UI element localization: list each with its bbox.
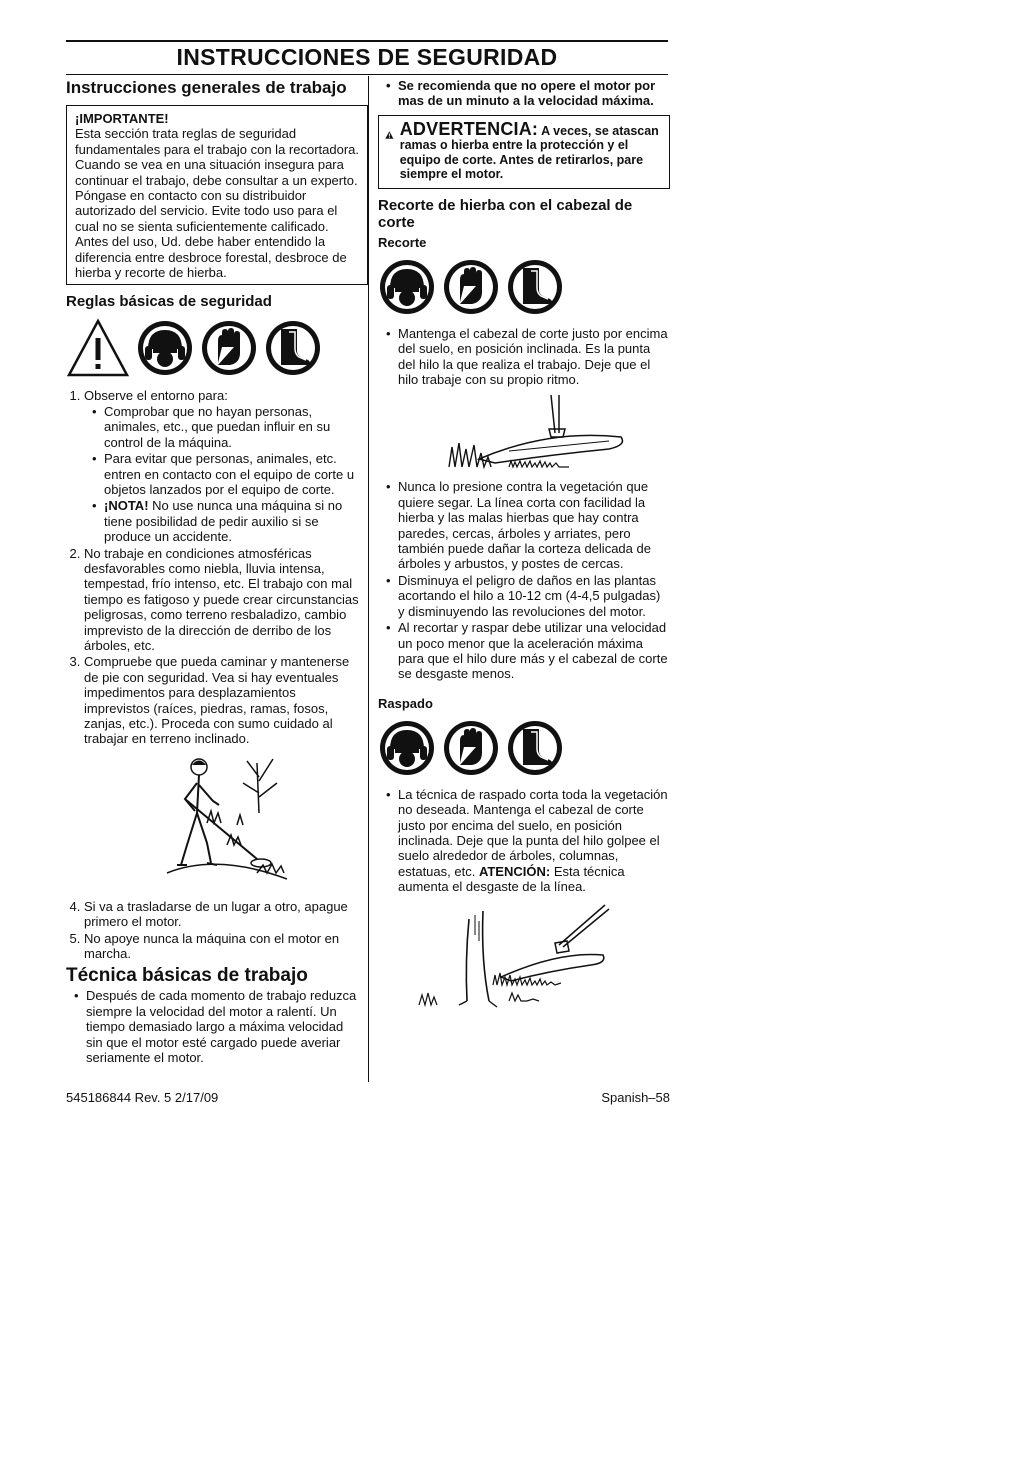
slope-worker-illustration — [147, 753, 297, 893]
general-instructions-heading: Instrucciones generales de trabajo — [66, 78, 347, 97]
technique-heading: Técnica básicas de trabajo — [66, 965, 308, 987]
trimming-illustration — [409, 393, 639, 473]
important-text-2: Antes del uso, Ud. debe haber entendido la diferencia entre desbroce forestal, desbroce de hierba y recorte de hierba. — [75, 234, 347, 281]
raspado-bullet — [398, 787, 670, 895]
scraping-illustration — [409, 901, 639, 1011]
gloves-icon — [442, 258, 500, 316]
raspado-heading: Raspado — [378, 695, 433, 711]
rule-item-1-note — [104, 498, 360, 544]
rule-item-1 — [84, 388, 360, 544]
note-text: No use nunca una máquina si no tiene posibilidad de pedir auxilio si se produce un accidente. — [104, 498, 343, 545]
recorte-bullet-4: • Al recortar y raspar debe utilizar una velocidad un poco menor que la aceleración máxima para que el hilo dure más y el cabezal de corte se desgaste menos. — [398, 620, 670, 682]
rule-item-3 — [84, 654, 360, 892]
boots-icon — [264, 319, 322, 377]
rule-item-1-text: Observe el entorno para: — [84, 388, 228, 404]
note-label: ¡NOTA! — [104, 498, 149, 514]
important-text: Esta sección trata reglas de seguridad fundamentales para el trabajo con la recortadora. Cuando se vea en una situación insegura para continuar el trabajo, debe consultar a un experto. Póngase en contacto con su distribuidor autorizado del servicio. Evite todo uso para el cual no se sienta suficientemente calificado. — [75, 126, 360, 234]
warning-box — [378, 115, 670, 189]
raspado-icons-row — [378, 719, 670, 777]
warning-label: ADVERTENCIA: — [399, 118, 539, 139]
right-column — [378, 78, 670, 1017]
column-divider — [368, 76, 369, 1082]
recorte-icons-row — [378, 258, 670, 316]
rule-item-1-bullets — [84, 404, 360, 545]
page-number: Spanish–58 — [601, 1090, 670, 1105]
recorte-list — [378, 326, 670, 388]
helmet-ear-protection-icon — [378, 719, 436, 777]
recorte-bullet-2: • Nunca lo presione contra la vegetación que quiere segar. La línea corta con facilidad la hierba y las malas hierbas que hay contra paredes, cercas, árboles y arriates, pero también puede dañar la corteza delicada de árboles y arbustos, y postes de cercas. — [398, 479, 670, 571]
helmet-ear-protection-icon — [136, 319, 194, 377]
attention-text: Esta técnica aumenta el desgaste de la línea. — [398, 863, 625, 895]
rule-item-3-text: Compruebe que pueda caminar y mantenerse de pie con seguridad. Vea si hay eventuales impedimentos para desplazamientos imprevistos (raíces, piedras, ramas, fosos, zanjas, etc.). Proceda con sumo cuidado al trabajar en terreno inclinado. — [84, 654, 350, 747]
recorte-bullet-3: • Disminuya el peligro de daños en las plantas acortando el hilo a 10-12 cm (4-4,5 pulgadas) y disminuyendo las revoluciones del motor. — [398, 573, 670, 619]
warning-text-block — [399, 118, 663, 182]
rule-item-5: 5. No apoye nunca la máquina con el motor en marcha. — [84, 931, 360, 962]
top-bullet-list — [378, 78, 670, 109]
warning-triangle-icon — [66, 318, 130, 378]
attention-label: ATENCIÓN: — [478, 863, 551, 879]
warning-text: A veces, se atascan ramas o hierba entre la protección y el equipo de corte. Antes de retirarlos, pare siempre el motor. — [399, 123, 659, 182]
raspado-text: La técnica de raspado corta toda la vegetación no deseada. Mantenga el cabezal de corte justo por encima del suelo, en posición inclinada. Deje que la punta del hilo golpee el suelo alrededor de árboles, columnas, estatuas, etc. — [398, 786, 668, 879]
warning-icon — [385, 122, 394, 148]
cutting-head-heading: Recorte de hierba con el cabezal de corte — [378, 196, 633, 231]
gloves-icon — [442, 719, 500, 777]
page-title: INSTRUCCIONES DE SEGURIDAD — [176, 44, 558, 70]
raspado-list — [378, 787, 670, 895]
max-speed-bullet: • Se recomienda que no opere el motor por mas de un minuto a la velocidad máxima. — [398, 78, 670, 109]
top-rule — [66, 40, 668, 42]
helmet-ear-protection-icon — [378, 258, 436, 316]
safety-rules-list — [66, 388, 360, 961]
recorte-bullet: • Mantenga el cabezal de corte justo por encima del suelo, en posición inclinada. Es la punta del hilo la que realiza el trabajo. Deje que el hilo trabaje con su propio ritmo. — [398, 326, 670, 388]
boots-icon — [506, 258, 564, 316]
rule-item-4: 4. Si va a trasladarse de un lugar a otro, apague primero el motor. — [84, 899, 360, 930]
left-column — [66, 78, 360, 1066]
rule-item-1-bullet-2: • Para evitar que personas, animales, etc. entren en contacto con el equipo de corte u objetos lanzados por el equipo de corte. — [104, 451, 360, 497]
technique-list — [66, 988, 360, 1065]
basic-rules-heading: Reglas básicas de seguridad — [66, 293, 272, 311]
safety-icons-row — [66, 318, 360, 378]
title-rule — [66, 74, 668, 75]
important-label: ¡IMPORTANTE! — [75, 111, 169, 126]
important-box — [66, 105, 368, 285]
rule-item-2: 2. No trabaje en condiciones atmosféricas desfavorables como niebla, lluvia intensa, tempestad, frío intenso, etc. El trabajo con mal tiempo es fatigoso y puede crear circunstancias peligrosas, como terreno resbaladizo, cambio imprevisto de la dirección de derribo de los árboles, etc. — [84, 546, 360, 654]
recorte-heading: Recorte — [378, 234, 427, 250]
gloves-icon — [200, 319, 258, 377]
recorte-list-2 — [378, 479, 670, 681]
technique-bullet: • Después de cada momento de trabajo reduzca siempre la velocidad del motor a ralentí. Un tiempo demasiado largo a máxima velocidad sin que el motor esté cargado puede averiar seriamente el motor. — [86, 988, 360, 1065]
document-number: 545186844 Rev. 5 2/17/09 — [66, 1090, 219, 1105]
boots-icon — [506, 719, 564, 777]
rule-item-1-bullet-1: • Comprobar que no hayan personas, animales, etc., que puedan influir en su control de la máquina. — [104, 404, 360, 450]
